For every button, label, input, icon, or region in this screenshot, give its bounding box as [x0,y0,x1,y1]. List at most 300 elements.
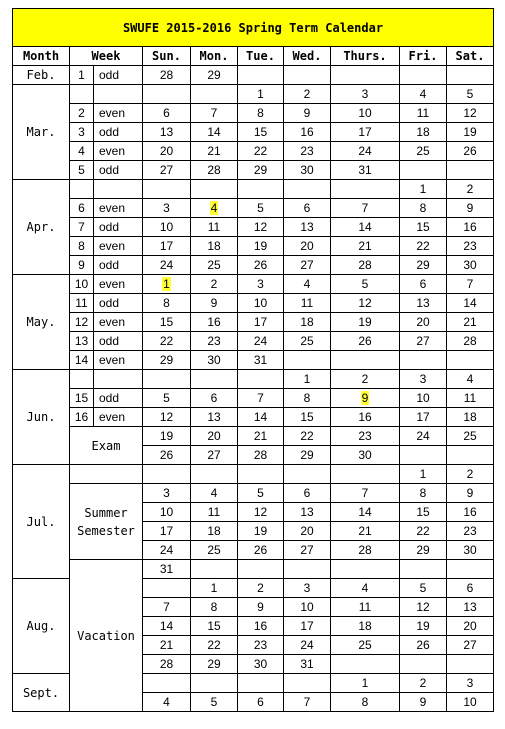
day-cell [143,370,191,389]
day-cell: 11 [191,503,238,522]
day-cell: 5 [238,484,284,503]
calendar-row [13,313,494,332]
week-number: 7 [70,218,94,237]
summer-semester-label: Summer Semester [70,484,143,560]
day-cell [400,446,447,465]
day-cell: 6 [191,389,238,408]
highlighted-date: 1 [163,277,170,291]
day-cell [331,180,400,199]
day-cell: 3 [447,674,494,693]
day-cell: 14 [331,503,400,522]
week-parity: odd [94,332,143,351]
day-cell [191,465,238,484]
calendar-row [13,256,494,275]
month-jun: Jun. [13,370,70,465]
day-cell: 8 [400,199,447,218]
day-cell [447,66,494,85]
week-parity [94,180,143,199]
day-cell: 31 [238,351,284,370]
day-cell [400,161,447,180]
day-cell: 27 [191,446,238,465]
day-cell: 2 [284,85,331,104]
day-cell: 4 [447,370,494,389]
day-cell: 5 [400,579,447,598]
blank-week-cell [70,465,143,484]
day-cell: 27 [143,161,191,180]
highlighted-date: 4 [210,201,218,215]
day-cell [143,465,191,484]
day-cell: 1 [400,180,447,199]
day-cell [331,655,400,674]
day-cell: 10 [331,104,400,123]
week-header: Week [70,47,143,66]
day-cell: 19 [238,237,284,256]
day-cell [238,560,284,579]
day-cell: 12 [238,218,284,237]
day-cell: 18 [191,237,238,256]
day-cell: 23 [331,427,400,446]
day-cell: 8 [143,294,191,313]
day-cell: 16 [284,123,331,142]
day-cell: 8 [284,389,331,408]
calendar-row [13,294,494,313]
day-cell: 22 [400,237,447,256]
week-parity: even [94,199,143,218]
day-cell: 7 [143,598,191,617]
day-cell: 5 [331,275,400,294]
day-cell: 2 [191,275,238,294]
sun-header: Sun. [143,47,191,66]
day-cell: 8 [191,598,238,617]
day-cell: 26 [331,332,400,351]
day-cell: 14 [143,617,191,636]
day-cell: 1 [284,370,331,389]
day-cell: 28 [331,256,400,275]
week-parity: odd [94,256,143,275]
day-cell: 28 [143,655,191,674]
day-cell: 12 [238,503,284,522]
day-cell: 26 [238,541,284,560]
day-cell: 2 [238,579,284,598]
day-cell [143,579,191,598]
day-cell: 26 [400,636,447,655]
day-cell [191,180,238,199]
day-cell: 9 [238,598,284,617]
day-cell: 24 [284,636,331,655]
day-cell: 20 [447,617,494,636]
day-cell: 3 [400,370,447,389]
calendar-row [13,123,494,142]
day-cell: 6 [284,199,331,218]
day-cell: 6 [143,104,191,123]
day-cell: 10 [143,218,191,237]
mon-header: Mon. [191,47,238,66]
day-cell: 11 [284,294,331,313]
day-cell: 14 [447,294,494,313]
sat-header: Sat. [447,47,494,66]
day-cell: 22 [238,142,284,161]
day-cell [238,66,284,85]
wed-header: Wed. [284,47,331,66]
day-cell: 3 [331,85,400,104]
day-cell: 27 [284,541,331,560]
calendar-row [13,180,494,199]
day-cell: 7 [191,104,238,123]
week-number: 13 [70,332,94,351]
calendar-row [13,142,494,161]
calendar-row [13,218,494,237]
week-parity: even [94,142,143,161]
week-number [70,370,94,389]
day-cell: 10 [143,503,191,522]
day-cell: 19 [331,313,400,332]
day-cell: 6 [284,484,331,503]
day-cell [143,674,191,693]
day-cell: 14 [191,123,238,142]
day-cell [143,180,191,199]
day-cell [400,655,447,674]
day-cell: 23 [238,636,284,655]
week-parity: even [94,237,143,256]
day-cell: 25 [331,636,400,655]
week-number: 4 [70,142,94,161]
week-number: 8 [70,237,94,256]
day-cell: 7 [447,275,494,294]
calendar-title: SWUFE 2015-2016 Spring Term Calendar [13,9,494,47]
day-cell: 15 [238,123,284,142]
calendar-row [13,161,494,180]
calendar-row [13,351,494,370]
day-cell: 5 [191,693,238,712]
day-cell: 15 [400,503,447,522]
day-cell: 12 [331,294,400,313]
day-cell: 20 [143,142,191,161]
week-number: 15 [70,389,94,408]
day-cell: 18 [400,123,447,142]
day-cell: 12 [447,104,494,123]
day-cell: 14 [238,408,284,427]
day-cell: 2 [400,674,447,693]
day-cell: 9 [284,104,331,123]
calendar-row [13,465,494,484]
day-cell [284,560,331,579]
day-cell [331,560,400,579]
day-cell: 2 [447,465,494,484]
day-cell: 4 [331,579,400,598]
day-cell: 8 [331,693,400,712]
term-calendar-table [12,8,494,712]
day-cell: 24 [143,541,191,560]
day-cell: 17 [331,123,400,142]
day-cell: 29 [400,541,447,560]
day-cell: 9 [191,294,238,313]
thurs-header: Thurs. [331,47,400,66]
day-cell: 18 [331,617,400,636]
day-cell: 27 [284,256,331,275]
day-cell: 8 [400,484,447,503]
day-cell [331,351,400,370]
day-cell: 31 [284,655,331,674]
day-cell: 27 [400,332,447,351]
day-cell: 7 [238,389,284,408]
day-cell: 17 [238,313,284,332]
calendar-row [13,408,494,427]
calendar-row [13,104,494,123]
day-cell: 28 [447,332,494,351]
day-cell: 4 [400,85,447,104]
day-cell: 15 [143,313,191,332]
day-cell: 17 [284,617,331,636]
day-cell: 16 [447,503,494,522]
day-cell: 21 [238,427,284,446]
day-cell: 23 [284,142,331,161]
day-cell: 26 [143,446,191,465]
calendar-row [13,237,494,256]
day-cell: 22 [284,427,331,446]
day-cell: 11 [191,218,238,237]
week-number: 12 [70,313,94,332]
calendar-row [13,389,494,408]
week-number: 16 [70,408,94,427]
day-cell [284,674,331,693]
day-cell: 30 [447,541,494,560]
day-cell: 20 [191,427,238,446]
week-parity: odd [94,294,143,313]
day-cell: 16 [191,313,238,332]
month-apr: Apr. [13,180,70,275]
day-cell: 16 [331,408,400,427]
day-cell [331,465,400,484]
week-parity: odd [94,389,143,408]
week-number: 5 [70,161,94,180]
day-cell: 29 [191,66,238,85]
day-cell: 15 [191,617,238,636]
day-cell: 1 [331,674,400,693]
week-parity: even [94,313,143,332]
day-cell: 13 [284,503,331,522]
day-cell: 18 [284,313,331,332]
day-cell: 12 [400,598,447,617]
day-cell: 25 [191,541,238,560]
day-cell: 24 [143,256,191,275]
day-cell [400,66,447,85]
week-number: 3 [70,123,94,142]
day-cell: 19 [447,123,494,142]
week-number: 1 [70,66,94,85]
day-cell: 20 [400,313,447,332]
day-cell: 17 [400,408,447,427]
day-cell [331,389,400,408]
day-cell: 24 [238,332,284,351]
day-cell: 2 [447,180,494,199]
fri-header: Fri. [400,47,447,66]
day-cell: 29 [284,446,331,465]
week-number: 9 [70,256,94,275]
day-cell: 3 [143,199,191,218]
day-cell: 13 [284,218,331,237]
calendar-row [13,560,494,579]
title-row [13,9,494,47]
vacation-label: Vacation [70,560,143,712]
day-cell: 29 [143,351,191,370]
day-cell: 7 [331,199,400,218]
day-cell: 4 [284,275,331,294]
day-cell: 10 [238,294,284,313]
day-cell: 7 [284,693,331,712]
day-cell: 1 [238,85,284,104]
day-cell: 25 [284,332,331,351]
day-cell [400,351,447,370]
day-cell [447,446,494,465]
day-cell [400,560,447,579]
day-cell [191,560,238,579]
day-cell [238,465,284,484]
day-cell: 11 [447,389,494,408]
week-number [70,180,94,199]
day-cell: 30 [284,161,331,180]
week-number [70,85,94,104]
day-cell: 10 [447,693,494,712]
day-cell [238,674,284,693]
day-cell: 20 [284,237,331,256]
day-cell [447,351,494,370]
day-cell: 13 [191,408,238,427]
header-row [13,47,494,66]
day-cell [191,674,238,693]
day-cell: 12 [143,408,191,427]
day-cell: 25 [191,256,238,275]
day-cell: 17 [143,522,191,541]
day-cell: 25 [400,142,447,161]
day-cell [143,275,191,294]
day-cell: 15 [284,408,331,427]
day-cell: 18 [191,522,238,541]
day-cell: 28 [331,541,400,560]
day-cell [238,370,284,389]
day-cell: 14 [331,218,400,237]
day-cell: 19 [143,427,191,446]
day-cell: 20 [284,522,331,541]
day-cell: 11 [331,598,400,617]
week-parity: odd [94,66,143,85]
day-cell: 28 [238,446,284,465]
calendar-row [13,85,494,104]
day-cell: 1 [191,579,238,598]
day-cell [284,180,331,199]
day-cell: 30 [191,351,238,370]
day-cell: 4 [143,693,191,712]
week-parity: odd [94,161,143,180]
week-parity: even [94,351,143,370]
day-cell: 26 [238,256,284,275]
day-cell: 22 [400,522,447,541]
day-cell: 11 [400,104,447,123]
month-jul: Jul. [13,465,70,579]
day-cell: 6 [400,275,447,294]
day-cell: 10 [400,389,447,408]
day-cell: 7 [331,484,400,503]
month-header: Month [13,47,70,66]
day-cell: 15 [400,218,447,237]
day-cell: 28 [143,66,191,85]
day-cell [331,66,400,85]
day-cell: 22 [143,332,191,351]
day-cell: 22 [191,636,238,655]
day-cell: 30 [331,446,400,465]
calendar-row [13,484,494,503]
day-cell [284,66,331,85]
week-number: 6 [70,199,94,218]
calendar-row [13,66,494,85]
month-sept: Sept. [13,674,70,712]
day-cell: 23 [191,332,238,351]
day-cell: 13 [400,294,447,313]
day-cell: 3 [238,275,284,294]
day-cell [143,85,191,104]
day-cell: 24 [331,142,400,161]
day-cell: 6 [238,693,284,712]
day-cell [284,465,331,484]
calendar-row [13,370,494,389]
day-cell: 1 [400,465,447,484]
week-parity: odd [94,123,143,142]
week-parity: even [94,104,143,123]
day-cell [447,655,494,674]
day-cell: 13 [447,598,494,617]
day-cell [447,560,494,579]
day-cell [191,85,238,104]
week-number: 2 [70,104,94,123]
day-cell: 29 [238,161,284,180]
day-cell: 26 [447,142,494,161]
day-cell: 5 [447,85,494,104]
tue-header: Tue. [238,47,284,66]
day-cell: 27 [447,636,494,655]
highlighted-date: 9 [361,391,369,405]
day-cell: 9 [447,484,494,503]
day-cell [238,180,284,199]
month-feb: Feb. [13,66,70,85]
day-cell: 13 [143,123,191,142]
month-mar: Mar. [13,85,70,180]
calendar-row [13,275,494,294]
month-may: May. [13,275,70,370]
week-number: 10 [70,275,94,294]
exam-label: Exam [70,427,143,465]
day-cell: 9 [400,693,447,712]
day-cell: 5 [143,389,191,408]
day-cell: 21 [331,237,400,256]
day-cell: 9 [447,199,494,218]
day-cell: 29 [191,655,238,674]
week-parity [94,370,143,389]
day-cell: 21 [191,142,238,161]
week-parity: even [94,408,143,427]
day-cell: 19 [400,617,447,636]
day-cell: 31 [143,560,191,579]
calendar-row [13,427,494,446]
day-cell: 23 [447,237,494,256]
day-cell: 19 [238,522,284,541]
day-cell: 16 [238,617,284,636]
day-cell [284,351,331,370]
day-cell: 5 [238,199,284,218]
day-cell: 21 [331,522,400,541]
day-cell: 3 [143,484,191,503]
week-number: 14 [70,351,94,370]
day-cell: 21 [143,636,191,655]
day-cell: 17 [143,237,191,256]
